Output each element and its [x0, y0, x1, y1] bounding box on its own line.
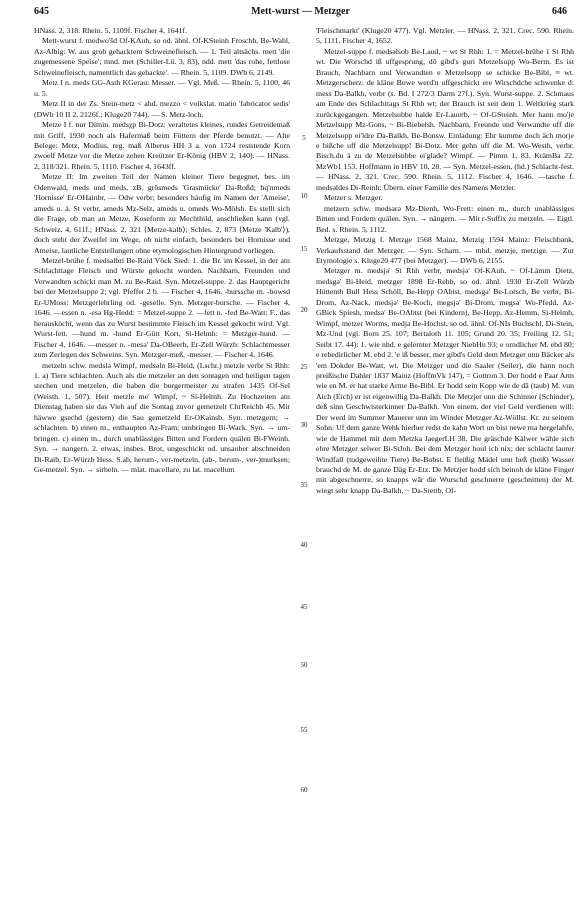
entry-metze-1: Metze I f. nur Dimin. medsχp Bi-Dotz: veraltetes kleines, rundes Getreidemaß mit Griff, 1930 noch als Hafermaß beim Füttern der Pferde benutzt. — Alte Belege: Metz, Modius, reg. maß Alberus HH 3 a. von 1724 reststende Korn zwoelf Metze vor die Metze zehen Kreützer Er-König (HBV 2, 140). — HNass. 2, 318/321. Rhein. 5, 1110. Fischer 4, 1643ff.: [34, 120, 290, 171]
line-number: 55: [300, 726, 308, 734]
page-number-right: 646: [552, 6, 567, 17]
line-number: 15: [300, 245, 308, 253]
page-number-left: 645: [34, 6, 49, 17]
line-number: 5: [302, 134, 306, 142]
left-column: [34, 26, 290, 475]
entry-metzge: Metzge, Metzig f. Metzge 1568 Mainz, Metzig 1594 Mainz: Fleischbank, Verkaufsstand der Metzger. — Syn. Scharn. — mhd. metzje, metzige. — Zur Etymologie s. Kluge20 477 (bei Metzger). — DWb 6, 2155.: [316, 235, 574, 265]
running-title: Mett-wurst — Metzger: [251, 6, 350, 17]
entry-metz-1: Metz I n. meds GG-Asth KGerau: Messer. — Vgl. Meß. — Rhein. 5, 1100, 46 u. 5.: [34, 78, 290, 98]
entry-metzeln: metzeln schw. medslə Wimpf, medsəln Bi-Heid, (Lschr.) metzle verbr St Rhh: 1. a) Tiere schlachten. Auch als die metzeler an den sontagen und heiligen tagen stechen und metzelen, die haben die burgermeister zu strafen 1435 Of-Sel (Weisth. 1, 507). Heit metzle me' Wimpf, ~ Si-Helmh. Zu Hochzeiten am Dienstag haben sie das Vieh auf die Sontag zuvor gemetzelt ChrReichb 45. Mir häwwe gsechd (gestern) die Sau gemetzeld Er-OKainsb. Syn. metzgern; → schlachten. b) einen m., enthaupten Az-Fram; umbringen Bi-Wack. Syn. → um-bringen. c) einen m., durch unablässiges Bitten und Fordern quälen Bi-FWeinh. Syn. → nangern. 2. etwas, insbes. Brot, ungeschickt od. unsauber abschneiden Di-Raib, Er-Würzb Hess. S.ab, herum-, ver-metzeln, (ab-, herum-, ver-)murksen; Ge-metzel. Syn. → sirbeln. — mlat. macellare, zu lat. macellum: [34, 360, 290, 475]
entry-metzern: metzern schw. medsərə Mz-Dienh, Wo-Frett: einen m., durch unablässiges Bitten und Fordern quälen. Syn. → nängern. — Mit r-Suffix zu metzeln. — Eigtl. Bed. s. Rhein. 5, 1112.: [316, 203, 574, 234]
entry-metze-2: Metze II: Im zweiten Teil der Namen kleiner Tiere begegnet, bes. im Odenwald, meds und meds, zB. grōsmeds 'Grasmücke' Da-Roßd; hq'nmeds 'Hornisse' Er-OHainbr, — Odw verbr; besonders häufig im Namen der 'Ameise', ameds u. ä. St verbr, ameds Mz-Selz, ameds u. omeds Wo-Mölsh. Es stellt sich die Frage, ob man an Metze, Koseform zu Mechthild, anschließen kann (vgl. Schweiz. 4, 611f.; HNass. 2, 321 ⟨Metze-kalb⟩; Schles. 2, 873 ⟨Metze 'Kalb'⟩), doch steht der Zweifel im Wege, ob nicht einfach, besonders bei Hornisse und Ameise, lautliche Entstellungen ohne etymologischen Hintergrund vorliegen.: [34, 172, 290, 255]
line-number: 20: [300, 306, 308, 314]
right-column: [316, 26, 574, 496]
entry-metzger: Metzger m. medsjə' St Rhh verbr, medsjə' Of-KAuh, ~ Of-Lämm Dietz, medsgə' Bi-Heid, metzger 1898 Er-Rehb, so od. ähnl. 1930 Er-Zell Würzb Hüttenth Bull Hess Schöll, Be-Hepp OAbtst, medsgə' Be-Lorsch, Be verbr, Bi-Drom, Az-Nack, medsjə' Be-Koch, megsjə' Bi-Drom, megsə' Wo-Pfedd, Az-GBick Spiesh, medsə' Be-OAbtst (bei Kindern), Be-Hepp, Az-Hemm, Si-Helmh, Wimpf, metzer Worms, medjə Be-Hochst, so od. ähnl. Of-NIs Buchschl, Di-Stein, Mz-Und (vgl. Born 25. 107; Bertaloth 11. 105; Grund 20. 35; Freiling 12. 51; Seibt 17. 44): 1. wie nhd. e gelernter Metzger NiebHu 93; e orndlicher M. ebd 80; e rebedirlicher M. ebd 2. 'e iß besser, mer gibd's Geld dem Metzger unn Bäcker als 'em Dokder Be-Watt, wt. Die Metzger und die Saaler (Seiler), die hann noch preißische Dahler 1837 Mainz (HoffmVk 147), = Gottron 3. Der hodd e Paar Arm wie en M. er hat starke Arme Be-Bibl. Er hodd sein Kopp wie de dā (taub) M. vun Aich (Eich) er ist eigenwillig Da-Balkh. Die Metzjer unn die Schinner (Schinder), deß sinn Geschwisterkinner Da-Balkh. Von einem, der viel Geld verdienen will: Der werd im Summer Mauerer unn im Winder Metzger Az-Wöllst. Kr. zu seinem Sohn: Uf dem ganze Wehk hierher redst de kahn Wort un bist newe ma hergelahfe, wie de Hammel mit dem Metzka JaegerLH 38. Die gräschde Kälwer wähle sich ehre Metzger selwer Bi-StJoh. Bei dem Metzger houl ich nix; der schlacht laurer Windfall (todgeweihte Tiere) Be-Bobst. E fleißig Mädel unn heß (heiß) Wasser brauchd de M. de ganze Däg Er-Etz. De Metzjer hodd sich beinoh de kläne Finger mit abgeschnerre, so knapps wār die Wurschd geschnerre (geschnitten) der M. wiegt sehr knapp Da-Balkh, ~ Da-Stettb, Of-: [316, 266, 574, 495]
entry-metzel-bruehe: Metzel-brühe f. medsəlbri Be-Raid Vöck Sied: 1. die Br. im Kessel, in der am Schlachttage Fleisch und Würste gekocht wurden. Nachbarn, Freunden und Verwandten schickt man M. zu Be-Raid. Syn. Metzel-suppe. 2. das Hauptgericht bei der Metzelsuppe 2; vgl. Pfeffer 2 b. — Fischer 4, 1646. -burssche m. -bowsd Er-UMoss: Metzgerlehrling od. -geselle. Syn. Metzger-bursche. — Fischer 4, 1646. —essen n. -esə Hg-Hedd: = Metzel-suppe 2. —fett n. -fed Be-Watt: F., das herausköcht, wenn das zu Wurst bestimmte Fleisch im Kessel gekocht wird. Vgl. Wurst-fett. —hund m. -hund Er-Gütt Kort, Si-Helmh: = Metzger-hund. — Fischer 4, 1646. —messer n. -mesə' Da-OBeerb, Er-Zell Würzb: Schlachtmesser zum Zerlegen des Schweins. Syn. Metzger-meß, -messer. — Fischer 4, 1646.: [34, 255, 290, 360]
entry-metz-2: Metz II in der Zs. Stein-metz < ahd. mezzo < volkslat. matio 'fabricator sedis' (DWb 10 II 2. 2126f.; Kluge20 744). — S. Metz-loch.: [34, 99, 290, 119]
entry-paragraph: 'Fleischmarkt' (Kluge20 477). Vgl. Metzler. — HNass. 2, 321. Crec. 590. Rhein. 5, 1111. Fischer 4, 1652.: [316, 26, 574, 46]
line-number: 50: [300, 661, 308, 669]
line-number: 25: [300, 363, 308, 371]
line-number: 35: [300, 481, 308, 489]
line-number: 45: [300, 603, 308, 611]
line-number: 60: [300, 786, 308, 794]
line-number: 40: [300, 541, 308, 549]
entry-metzel-suppe: Metzel-suppe f. medsəlsob Be-Laud, ~ wt St Rhh: 1. = Metzel-brühe 1 St Rhh wt. Die Worschd iß uffgesprung, dō gibd's guri Metzelsupp Wo-Berm. Es ist Brauch, Nachbarn und Verwandten e Metzelsopp se schicke Be-Bibl, ≈ wt. Metzgerscherz: de kläne Buwe werd'n uffgeschickt ere Wirschdche schwenke d: mess Da-Balkh, verbr (s. Bd. I 272/3 Darm 27f.). Syn. Wurst-suppe. 2. Schmaus am Ende des Schlachttags St Rhh wt; der Brauch ist seit dem 1. Weltkrieg stark zurückgegangen. Metzelsubbe halde Er-Lauerb, ~ Of-GSteinh. Mer hann mo'je Metzelsupp Mz-Gons, ~ Bi-Biebelsh. Nachbarn, Freunde und Verwandte uff die Metzelsopp ei'ldre Da-Balkh, Be-Bonsw. Einladung: Ehr kumme doch äch morje e bißche uff die Metzelsupp! Bi-Dotz. Mer gehn uff die M. Wo-Westh, verbr. Bisch.du ä zu de Metzelsubbe ei'glade? Wimpf. — Pimm 1, 83. KrämBa 22. MzWb1 153. Hoffmann in HBV 10, 28. — Syn. Metzel-essen, (hd.) Schlacht-fest. — HNass. 2, 321. Crec. 590. Rhein. 5, 1112. Fischer 4, 1646. —tasche f. medsəldes Di-Reinh: Übern. einer Familie des Namens Metzler.: [316, 46, 574, 192]
line-number: 30: [300, 421, 308, 429]
line-number: 10: [300, 192, 308, 200]
page-header: [34, 6, 567, 20]
entry-mett-wurst: Mett-wurst f. medwo'šd Of-KAuh, so od. ähnl. Of-KSteinh Froschh, Be-Wahl, Az-Albig: W. aus grob gehacktem Schweinefleisch. — 1. Teil altsächs. mett 'die zugemessene Speise'; mnd. met (Schiller-Lü. 3, 83), ndd. mett 'das rohe, fettlose Schweinefleisch, namentlich das gehackte'. — Rhein. 5, 1109. DWb 6, 2149.: [34, 36, 290, 77]
entry-metzer: Metzer s. Metzger.: [324, 193, 383, 203]
entry-paragraph: HNass. 2, 318. Rhein. 5, 1109f. Fischer 4, 1641f.: [34, 26, 188, 35]
